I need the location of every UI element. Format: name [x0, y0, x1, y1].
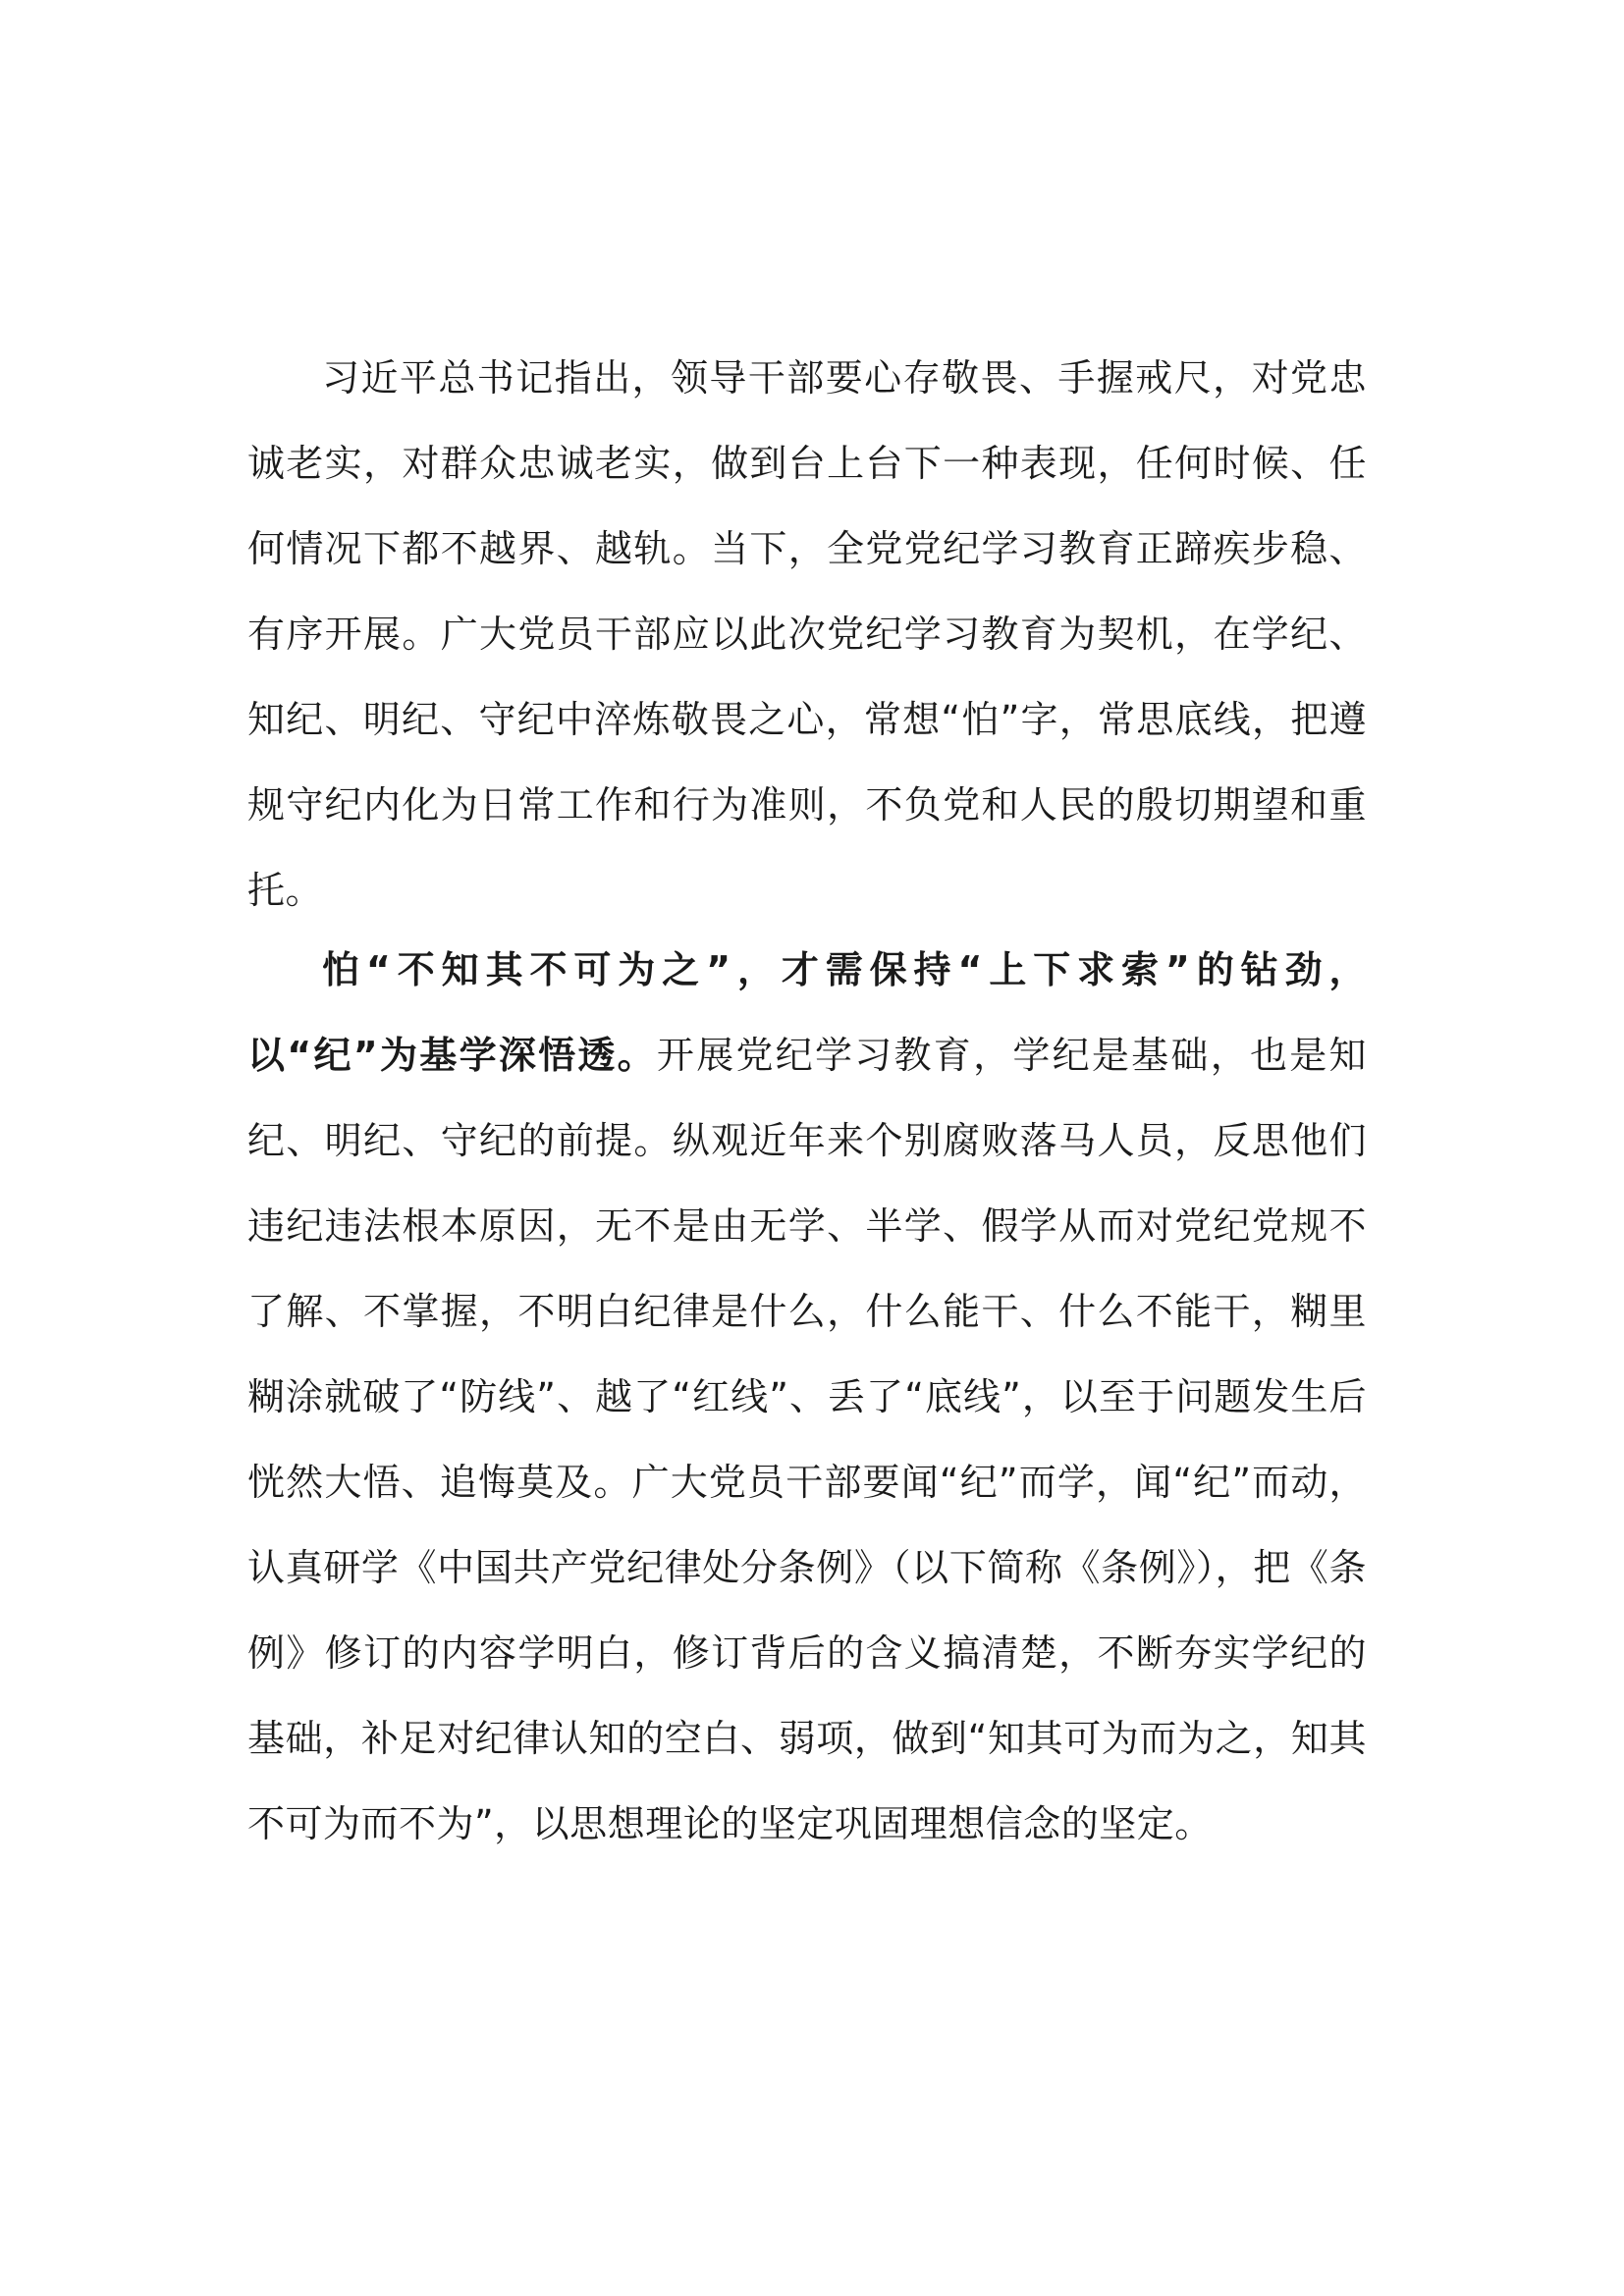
paragraph-2	[247, 928, 1367, 1867]
paragraph-1	[247, 336, 1367, 934]
paragraph-2-text: 开展党纪学习教育，学纪是基础，也是知纪、明纪、守纪的前提。纵观近年来个别腐败落马人员，反思他们违纪违法根本原因，无不是由无学、半学、假学从而对党纪党规不了解、不掌握，不明白纪律是什么，什么能干、什么不能干，糊里糊涂就破了“防线”、越了“红线”、丢了“底线”，以至于问题发生后恍然大悟、追悔莫及。广大党员干部要闻“纪”而学，闻“纪”而动，认真研学《中国共产党纪律处分条例》（以下简称《条例》），把《条例》修订的内容学明白，修订背后的含义搞清楚，不断夯实学纪的基础，补足对纪律认知的空白、弱项，做到“知其可为而为之，知其不可为而不为”，以思想理论的坚定巩固理想信念的坚定。	[247, 1034, 1367, 1845]
paragraph-1-text: 习近平总书记指出，领导干部要心存敬畏、手握戒尺，对党忠诚老实，对群众忠诚老实，做到台上台下一种表现，任何时候、任何情况下都不越界、越轨。当下，全党党纪学习教育正蹄疾步稳、有序开展。广大党员干部应以此次党纪学习教育为契机，在学纪、知纪、明纪、守纪中淬炼敬畏之心，常想“怕”字，常思底线，把遵规守纪内化为日常工作和行为准则，不负党和人民的殷切期望和重托。	[247, 356, 1367, 912]
paragraph-2-lead: 怕“不知其不可为之”，才需保持“上下求索”的钻劲，以“纪”为基学深悟透。	[247, 948, 1367, 1077]
